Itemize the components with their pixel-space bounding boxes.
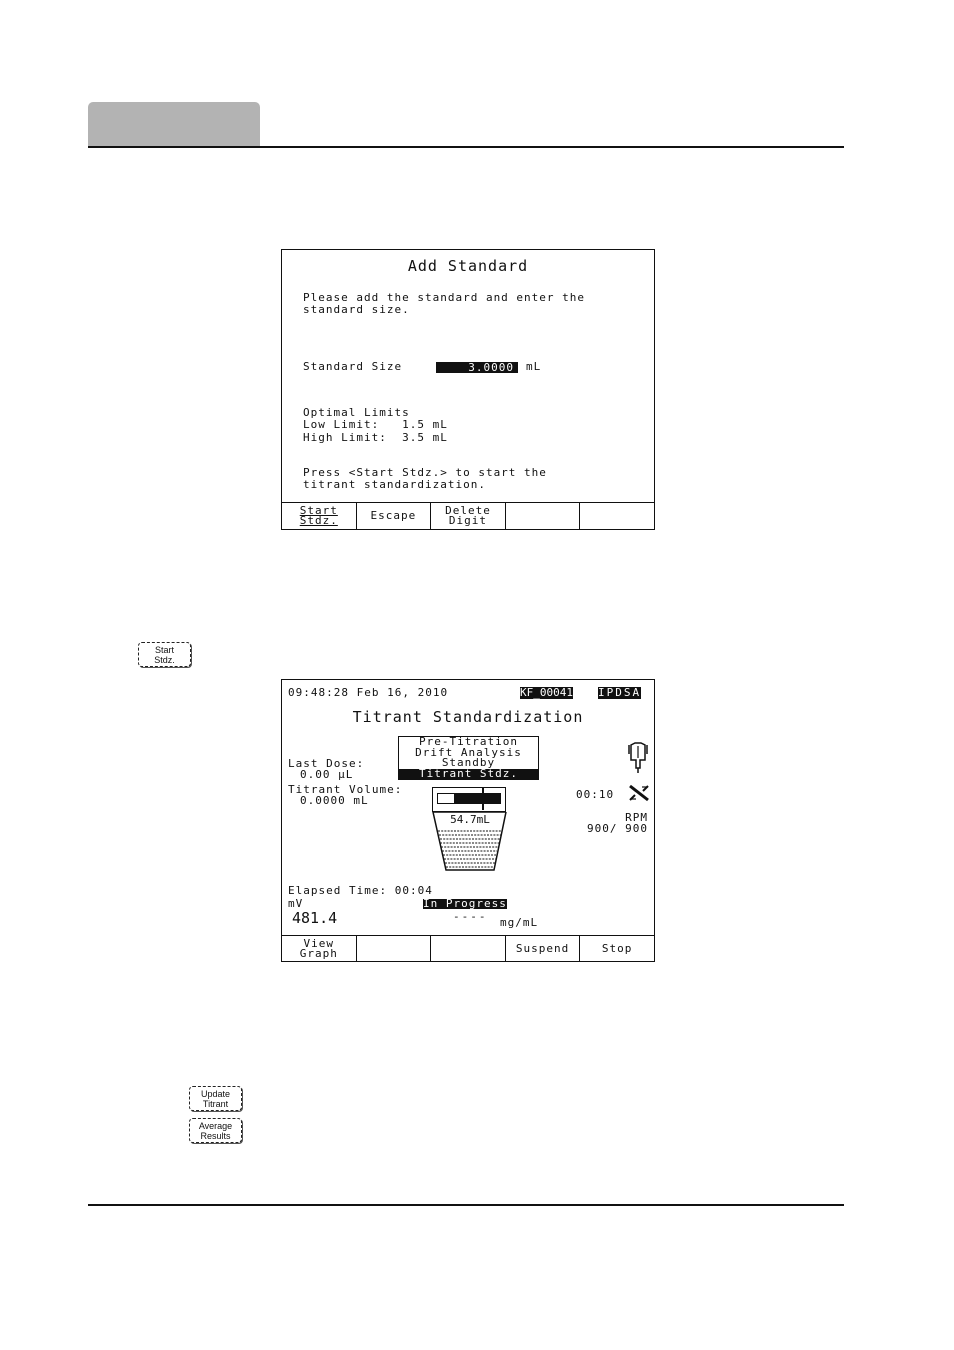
start-stdz-softkey[interactable]: Start Stdz. <box>282 503 357 529</box>
elapsed-time: Elapsed Time: 00:04 <box>288 884 433 897</box>
last-dose-value: 0.00 µL <box>300 768 354 781</box>
mode-standby[interactable]: Standby <box>441 756 496 769</box>
datetime: 09:48:28 Feb 16, 2010 <box>288 686 449 699</box>
burette-volume: 54.7mL <box>450 813 490 826</box>
titrant-volume-value: 0.0000 mL <box>300 794 369 807</box>
escape-softkey[interactable]: Escape <box>357 503 432 529</box>
add-standard-screen <box>281 249 655 530</box>
header-rule <box>88 146 844 148</box>
update-titrant-key[interactable]: Update Titrant <box>189 1086 242 1111</box>
start-stdz-key[interactable]: Start Stdz. <box>138 642 191 667</box>
softkey-bar <box>282 502 654 529</box>
standard-size-label: Standard Size <box>303 360 403 373</box>
mode-pre-titration[interactable]: Pre-Titration <box>418 735 519 748</box>
standard-size-unit: mL <box>526 360 542 373</box>
stirrer-icon <box>628 784 650 802</box>
blank-softkey-5[interactable] <box>580 503 654 529</box>
electrode-icon <box>627 742 649 774</box>
softkey-bar <box>282 935 654 961</box>
last-dose-label: Last Dose: <box>288 757 365 770</box>
burette-level-fill <box>454 794 500 803</box>
rpm-label: RPM <box>625 811 648 824</box>
optimal-limits-title: Optimal Limits <box>303 406 410 419</box>
burette-marker <box>482 788 484 810</box>
mode-titrant-stdz[interactable]: Titrant Stdz. <box>399 769 538 780</box>
mode-list <box>398 736 539 780</box>
timer: 00:10 <box>576 788 615 801</box>
stop-softkey[interactable]: Stop <box>601 941 633 955</box>
burette-gauge <box>432 787 506 812</box>
delete-digit-softkey[interactable]: Delete Digit <box>431 503 506 529</box>
press-line-2: titrant standardization. <box>303 478 486 491</box>
mode-drift-analysis[interactable]: Drift Analysis <box>415 745 522 759</box>
mv-label: mV <box>288 897 304 910</box>
high-limit: High Limit: 3.5 mL <box>303 431 448 444</box>
rpm-value: 900/ 900 <box>587 822 648 835</box>
suspend-softkey[interactable]: Suspend <box>506 936 581 961</box>
progress-status: In Progress <box>423 897 507 910</box>
burette-level-bar <box>437 793 501 804</box>
blank-softkey-3[interactable] <box>431 936 506 961</box>
result-value: ---- <box>453 910 488 923</box>
screen-title: Titrant Standardization <box>352 708 584 726</box>
result-unit: mg/mL <box>500 916 539 929</box>
instruction-line-2: standard size. <box>303 303 410 316</box>
average-results-key[interactable]: Average Results <box>189 1118 242 1143</box>
blank-softkey-4[interactable] <box>506 503 581 529</box>
blank-softkey-2[interactable] <box>357 936 432 961</box>
press-line-1: Press <Start Stdz.> to start the <box>303 466 547 479</box>
status-letters-badge: IPDSA <box>598 686 642 699</box>
titrant-volume-label: Titrant Volume: <box>288 783 403 796</box>
screen-title: Add Standard <box>407 257 529 275</box>
method-id-badge: KF_00041 <box>520 686 573 699</box>
standard-size-field[interactable]: 3.0000 <box>436 362 518 373</box>
low-limit: Low Limit: 1.5 mL <box>303 418 448 431</box>
mv-value: 481.4 <box>292 909 338 927</box>
footer-rule <box>88 1204 844 1206</box>
section-tab <box>88 102 260 146</box>
titrant-standardization-screen <box>281 679 655 962</box>
view-graph-softkey[interactable]: View Graph <box>282 936 357 961</box>
instruction-line-1: Please add the standard and enter the <box>303 291 586 304</box>
